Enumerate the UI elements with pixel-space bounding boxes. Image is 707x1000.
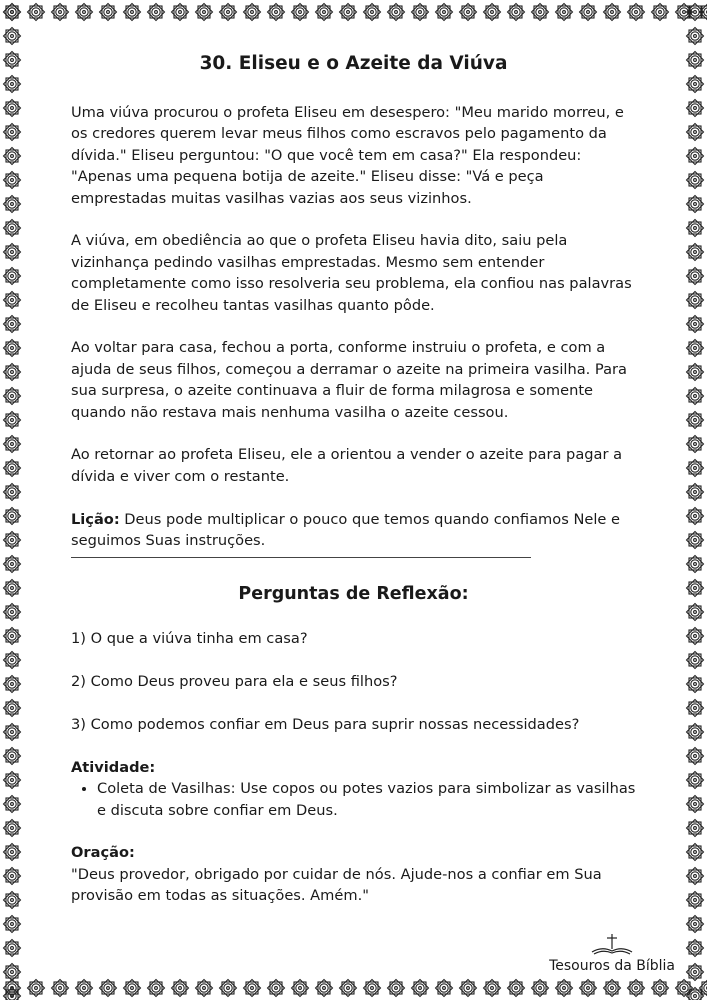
story-paragraph-1: Uma viúva procurou o profeta Eliseu em desespero: "Meu marido morreu, e os credores querem levar meus filhos como escravos pelo pagamento da dívida." Eliseu perguntou: "O que você tem em casa?" Ela respondeu: "Apenas uma pequena botija de azeite." Eliseu disse: "Vá e peça emprestadas muitas vasilhas vazias aos seus vizinhos. — [71, 104, 624, 207]
story-paragraph-2: A viúva, em obediência ao que o profeta Eliseu havia dito, saiu pela vizinhança pedindo vasilhas emprestadas. Mesmo sem entender completamente como isso resolveria seu problema, ela confiou nas palavras de Eliseu e recolheu tantas vasilhas quanto pôde. — [71, 232, 632, 314]
lesson-label: Lição: — [71, 510, 120, 528]
footer-brand-name: Tesouros da Bíblia — [549, 958, 675, 974]
prayer-label: Oração: — [71, 844, 135, 862]
lesson — [71, 509, 636, 552]
divider — [71, 557, 531, 558]
decorative-border-right — [683, 0, 707, 1000]
reflection-question-2: 2) Como Deus proveu para ela e seus filhos? — [71, 673, 398, 691]
footer-brand — [549, 933, 675, 975]
decorative-border-bottom — [0, 976, 707, 1000]
cross-book-icon — [589, 933, 635, 955]
story-paragraph-3: Ao voltar para casa, fechou a porta, conforme instruiu o profeta, e com a ajuda de seus filhos, começou a derramar o azeite na primeira vasilha. Para sua surpresa, o azeite continuava a fluir de forma milagrosa e somente quando não restava mais nenhuma vasilha o azeite cessou. — [71, 339, 627, 421]
activity-item: • Coleta de Vasilhas: Use copos ou potes vazios para simbolizar as vasilhas e discuta sobre confiar em Deus. — [97, 778, 636, 821]
reflection-heading: Perguntas de Reflexão: — [238, 584, 469, 605]
story-paragraph-4: Ao retornar ao profeta Eliseu, ele a orientou a vender o azeite para pagar a dívida e viver com o restante. — [71, 446, 623, 485]
lesson-text: Deus pode multiplicar o pouco que temos quando confiamos Nele e seguimos Suas instruções. — [71, 510, 620, 550]
page-title: 30. Eliseu e o Azeite da Viúva — [199, 53, 508, 74]
activity-list — [71, 778, 636, 821]
reflection-question-3: 3) Como podemos confiar em Deus para suprir nossas necessidades? — [71, 716, 580, 734]
decorative-border-top — [0, 0, 707, 24]
activity-label: Atividade: — [71, 758, 156, 776]
decorative-border-left — [0, 0, 24, 1000]
prayer-text: "Deus provedor, obrigado por cuidar de nós. Ajude-nos a confiar em Sua provisão em todas as situações. Amém." — [71, 865, 602, 905]
reflection-question-1: 1) O que a viúva tinha em casa? — [71, 630, 308, 648]
page-content — [71, 52, 636, 907]
